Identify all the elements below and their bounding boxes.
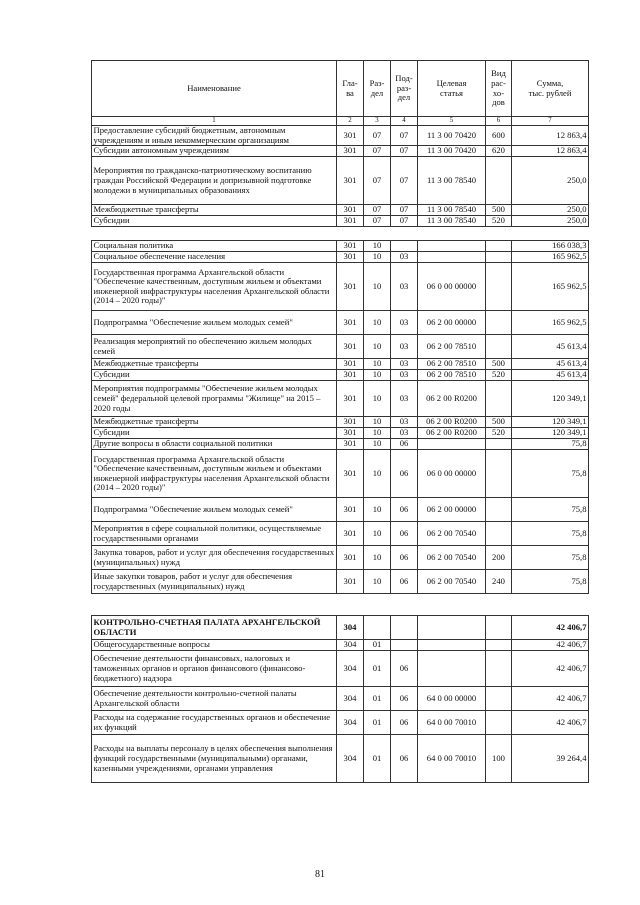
row-target-article: 06 2 00 R0200: [418, 417, 486, 428]
row-name: [92, 227, 337, 241]
row-section: 07: [364, 126, 391, 146]
row-sum: 75,8: [512, 570, 589, 594]
row-chapter: 301: [337, 417, 364, 428]
row-section: 10: [364, 359, 391, 370]
row-chapter: 301: [337, 205, 364, 216]
row-subsection: 06: [391, 546, 418, 570]
row-name: Социальное обеспечение населения: [92, 252, 337, 263]
table-row: [92, 126, 589, 146]
row-subsection: 03: [391, 359, 418, 370]
row-target-article: 06 2 00 78510: [418, 335, 486, 359]
row-section: 10: [364, 522, 391, 546]
row-target-article: 06 2 00 R0200: [418, 381, 486, 417]
row-target-article: 06 0 00 00000: [418, 263, 486, 311]
row-name: Мероприятия по гражданско-патриотическому воспитанию граждан Российской Федерации и допризывной подготовке молодежи в муниципальных образованиях: [92, 157, 337, 205]
table-row: [92, 359, 589, 370]
row-subsection: 03: [391, 428, 418, 439]
row-sum: 45 613,4: [512, 359, 589, 370]
row-target-article: [418, 439, 486, 450]
row-chapter: 301: [337, 263, 364, 311]
row-sum: 42 406,7: [512, 687, 589, 711]
row-subsection: 06: [391, 711, 418, 735]
header-row: [92, 61, 589, 117]
row-expense-type: [486, 157, 512, 205]
row-subsection: 03: [391, 335, 418, 359]
row-chapter: 304: [337, 640, 364, 651]
spacer-row: [92, 594, 589, 616]
row-chapter: 301: [337, 522, 364, 546]
row-sum: 165 962,5: [512, 311, 589, 335]
row-sum: 42 406,7: [512, 640, 589, 651]
row-subsection: 03: [391, 263, 418, 311]
row-subsection: 07: [391, 157, 418, 205]
row-subsection: 06: [391, 498, 418, 522]
row-chapter: 304: [337, 651, 364, 687]
column-number: 1: [92, 117, 337, 126]
table-row: [92, 205, 589, 216]
row-sum: 75,8: [512, 439, 589, 450]
row-expense-type: [486, 227, 512, 241]
table-row: [92, 370, 589, 381]
row-expense-type: 520: [486, 216, 512, 227]
row-section: 10: [364, 311, 391, 335]
row-expense-type: 240: [486, 570, 512, 594]
row-target-article: [418, 594, 486, 616]
row-name: Государственная программа Архангельской области "Обеспечение качественным, доступным жильем и объектами инженерной инфраструктуры населения Архангельской области (2014 – 2020 годы)": [92, 450, 337, 498]
table-row: [92, 498, 589, 522]
row-target-article: 06 2 00 00000: [418, 311, 486, 335]
row-sum: 75,8: [512, 450, 589, 498]
row-subsection: 03: [391, 370, 418, 381]
table-row: [92, 640, 589, 651]
row-expense-type: 500: [486, 417, 512, 428]
row-chapter: 301: [337, 359, 364, 370]
budget-table: [91, 60, 589, 783]
table-row: [92, 450, 589, 498]
row-subsection: 03: [391, 311, 418, 335]
row-sum: 42 406,7: [512, 616, 589, 640]
row-chapter: 301: [337, 381, 364, 417]
row-section: 10: [364, 570, 391, 594]
row-chapter: [337, 594, 364, 616]
row-target-article: 11 3 00 78540: [418, 205, 486, 216]
row-chapter: 304: [337, 711, 364, 735]
row-subsection: 03: [391, 417, 418, 428]
table-header: [92, 61, 589, 126]
row-expense-type: [486, 450, 512, 498]
row-subsection: 06: [391, 735, 418, 783]
row-target-article: 06 2 00 00000: [418, 498, 486, 522]
row-expense-type: [486, 263, 512, 311]
row-expense-type: 520: [486, 370, 512, 381]
row-sum: 42 406,7: [512, 651, 589, 687]
row-expense-type: [486, 651, 512, 687]
table-row: [92, 570, 589, 594]
row-name: Межбюджетные трансферты: [92, 417, 337, 428]
row-subsection: 07: [391, 216, 418, 227]
row-name: Закупка товаров, работ и услуг для обеспечения государственных (муниципальных) нужд: [92, 546, 337, 570]
row-target-article: [418, 640, 486, 651]
row-name: Субсидии: [92, 370, 337, 381]
row-target-article: 64 0 00 00000: [418, 687, 486, 711]
row-target-article: [418, 616, 486, 640]
row-expense-type: [486, 594, 512, 616]
row-section: [364, 227, 391, 241]
row-name: Другие вопросы в области социальной политики: [92, 439, 337, 450]
header-sum: Сумма, тыс. рублей: [512, 61, 589, 117]
row-subsection: 06: [391, 450, 418, 498]
table-body: [92, 126, 589, 783]
row-sum: 12 863,4: [512, 146, 589, 157]
row-subsection: 06: [391, 651, 418, 687]
row-expense-type: 520: [486, 428, 512, 439]
table-row: [92, 711, 589, 735]
row-target-article: [418, 241, 486, 252]
row-name: Субсидии: [92, 428, 337, 439]
row-name: Мероприятия подпрограммы "Обеспечение жильем молодых семей" федеральной целевой программы "Жилище" на 2015 – 2020 годы: [92, 381, 337, 417]
row-section: 10: [364, 439, 391, 450]
table-row: [92, 241, 589, 252]
header-expense-type: Вид рас- хо- дов: [486, 61, 512, 117]
row-subsection: 06: [391, 522, 418, 546]
header-subsection: Под- раз- дел: [391, 61, 418, 117]
row-chapter: [337, 227, 364, 241]
row-chapter: 301: [337, 216, 364, 227]
row-section: [364, 616, 391, 640]
table-row: [92, 311, 589, 335]
row-target-article: 64 0 00 70010: [418, 711, 486, 735]
row-sum: 39 264,4: [512, 735, 589, 783]
row-name: Обеспечение деятельности контрольно-счетной палаты Архангельской области: [92, 687, 337, 711]
row-chapter: 301: [337, 546, 364, 570]
row-subsection: [391, 594, 418, 616]
row-subsection: 06: [391, 439, 418, 450]
row-target-article: 06 2 00 70540: [418, 522, 486, 546]
row-target-article: 06 0 00 00000: [418, 450, 486, 498]
row-chapter: 301: [337, 146, 364, 157]
row-chapter: 301: [337, 311, 364, 335]
row-chapter: 304: [337, 616, 364, 640]
row-target-article: 11 3 00 70420: [418, 146, 486, 157]
row-section: 10: [364, 498, 391, 522]
row-target-article: 64 0 00 70010: [418, 735, 486, 783]
row-expense-type: [486, 687, 512, 711]
row-section: 10: [364, 546, 391, 570]
row-chapter: 301: [337, 428, 364, 439]
table-row: [92, 546, 589, 570]
table-row: [92, 417, 589, 428]
column-number: 7: [512, 117, 589, 126]
row-section: 10: [364, 381, 391, 417]
row-name: Иные закупки товаров, работ и услуг для обеспечения государственных (муниципальных) нужд: [92, 570, 337, 594]
row-chapter: 301: [337, 498, 364, 522]
row-chapter: 301: [337, 335, 364, 359]
table-row: [92, 263, 589, 311]
row-chapter: 301: [337, 126, 364, 146]
row-target-article: [418, 252, 486, 263]
row-expense-type: [486, 381, 512, 417]
row-sum: 75,8: [512, 498, 589, 522]
row-section: 10: [364, 428, 391, 439]
row-expense-type: [486, 311, 512, 335]
row-name: Расходы на содержание государственных органов и обеспечение их функций: [92, 711, 337, 735]
row-sum: 120 349,1: [512, 381, 589, 417]
row-section: 01: [364, 651, 391, 687]
row-subsection: 03: [391, 252, 418, 263]
row-target-article: [418, 227, 486, 241]
row-name: Предоставление субсидий бюджетным, автономным учреждениям и иным некоммерческим организациям: [92, 126, 337, 146]
row-subsection: 07: [391, 205, 418, 216]
table-row: [92, 616, 589, 640]
table-row: [92, 439, 589, 450]
row-section: 01: [364, 735, 391, 783]
row-name: КОНТРОЛЬНО-СЧЕТНАЯ ПАЛАТА АРХАНГЕЛЬСКОЙ ОБЛАСТИ: [92, 616, 337, 640]
row-target-article: 06 2 00 R0200: [418, 428, 486, 439]
row-chapter: 304: [337, 735, 364, 783]
row-subsection: 07: [391, 146, 418, 157]
table-row: [92, 522, 589, 546]
column-number: 5: [418, 117, 486, 126]
table-row: [92, 146, 589, 157]
row-expense-type: [486, 711, 512, 735]
table-row: [92, 335, 589, 359]
row-chapter: 301: [337, 252, 364, 263]
row-name: Расходы на выплаты персоналу в целях обеспечения выполнения функций государственными (муниципальными) органами, казенными учреждениями, органами управления: [92, 735, 337, 783]
row-sum: [512, 227, 589, 241]
row-chapter: 301: [337, 570, 364, 594]
row-expense-type: [486, 252, 512, 263]
row-name: Реализация мероприятий по обеспечению жильем молодых семей: [92, 335, 337, 359]
table-row: [92, 687, 589, 711]
page-number: 81: [315, 869, 325, 880]
row-target-article: 06 2 00 70540: [418, 570, 486, 594]
row-sum: 250,0: [512, 157, 589, 205]
header-target-article: Целевая статья: [418, 61, 486, 117]
row-target-article: 11 3 00 78540: [418, 216, 486, 227]
row-sum: [512, 594, 589, 616]
row-name: Субсидии: [92, 216, 337, 227]
row-expense-type: [486, 439, 512, 450]
row-subsection: 06: [391, 570, 418, 594]
row-subsection: [391, 241, 418, 252]
row-sum: 45 613,4: [512, 370, 589, 381]
row-name: Субсидии автономным учреждениям: [92, 146, 337, 157]
row-name: Мероприятия в сфере социальной политики, осуществляемые государственными органами: [92, 522, 337, 546]
row-section: 10: [364, 417, 391, 428]
table-row: [92, 216, 589, 227]
row-sum: 42 406,7: [512, 711, 589, 735]
table-row: [92, 735, 589, 783]
row-subsection: [391, 616, 418, 640]
row-target-article: [418, 651, 486, 687]
row-subsection: 03: [391, 381, 418, 417]
row-chapter: 301: [337, 450, 364, 498]
row-expense-type: [486, 241, 512, 252]
header-name: Наименование: [92, 61, 337, 117]
row-section: 10: [364, 450, 391, 498]
column-number: 6: [486, 117, 512, 126]
row-expense-type: 500: [486, 205, 512, 216]
header-section: Раз- дел: [364, 61, 391, 117]
row-subsection: [391, 640, 418, 651]
row-section: 01: [364, 687, 391, 711]
table-row: [92, 428, 589, 439]
row-name: Подпрограмма "Обеспечение жильем молодых семей": [92, 311, 337, 335]
row-name: Обеспечение деятельности финансовых, налоговых и таможенных органов и органов финансового (финансово-бюджетного) надзора: [92, 651, 337, 687]
row-subsection: 07: [391, 126, 418, 146]
row-section: 10: [364, 263, 391, 311]
row-target-article: 06 2 00 78510: [418, 370, 486, 381]
header-chapter: Гла- ва: [337, 61, 364, 117]
row-section: 10: [364, 252, 391, 263]
table-row: [92, 252, 589, 263]
row-subsection: 06: [391, 687, 418, 711]
column-number: 2: [337, 117, 364, 126]
row-sum: 250,0: [512, 216, 589, 227]
row-name: [92, 594, 337, 616]
row-sum: 165 962,5: [512, 252, 589, 263]
row-target-article: 11 3 00 70420: [418, 126, 486, 146]
row-expense-type: [486, 640, 512, 651]
row-sum: 75,8: [512, 522, 589, 546]
row-expense-type: [486, 335, 512, 359]
row-name: Социальная политика: [92, 241, 337, 252]
row-name: Межбюджетные трансферты: [92, 359, 337, 370]
column-number: 3: [364, 117, 391, 126]
row-expense-type: 500: [486, 359, 512, 370]
row-section: 10: [364, 335, 391, 359]
row-sum: 120 349,1: [512, 417, 589, 428]
row-section: 07: [364, 205, 391, 216]
row-target-article: 06 2 00 70540: [418, 546, 486, 570]
row-sum: 45 613,4: [512, 335, 589, 359]
row-chapter: 301: [337, 241, 364, 252]
row-chapter: 301: [337, 157, 364, 205]
row-sum: 165 962,5: [512, 263, 589, 311]
row-section: [364, 594, 391, 616]
row-section: 10: [364, 370, 391, 381]
row-sum: 250,0: [512, 205, 589, 216]
row-sum: 12 863,4: [512, 126, 589, 146]
table-row: [92, 651, 589, 687]
column-number: 4: [391, 117, 418, 126]
row-section: 07: [364, 146, 391, 157]
row-sum: 120 349,1: [512, 428, 589, 439]
row-sum: 75,8: [512, 546, 589, 570]
spacer-row: [92, 227, 589, 241]
table-row: [92, 381, 589, 417]
row-chapter: 301: [337, 370, 364, 381]
row-target-article: 06 2 00 78510: [418, 359, 486, 370]
row-expense-type: [486, 616, 512, 640]
row-section: 01: [364, 640, 391, 651]
row-expense-type: [486, 498, 512, 522]
table-row: [92, 157, 589, 205]
row-expense-type: 600: [486, 126, 512, 146]
row-expense-type: 100: [486, 735, 512, 783]
row-expense-type: 620: [486, 146, 512, 157]
row-name: Государственная программа Архангельской области "Обеспечение качественным, доступным жильем и объектами инженерной инфраструктуры населения Архангельской области (2014 – 2020 годы)": [92, 263, 337, 311]
row-sum: 166 038,3: [512, 241, 589, 252]
row-name: Подпрограмма "Обеспечение жильем молодых семей": [92, 498, 337, 522]
row-name: Межбюджетные трансферты: [92, 205, 337, 216]
row-expense-type: [486, 522, 512, 546]
row-target-article: 11 3 00 78540: [418, 157, 486, 205]
row-subsection: [391, 227, 418, 241]
row-name: Общегосударственные вопросы: [92, 640, 337, 651]
row-chapter: 304: [337, 687, 364, 711]
row-section: 01: [364, 711, 391, 735]
row-section: 07: [364, 157, 391, 205]
row-expense-type: 200: [486, 546, 512, 570]
row-section: 10: [364, 241, 391, 252]
row-section: 07: [364, 216, 391, 227]
row-chapter: 301: [337, 439, 364, 450]
